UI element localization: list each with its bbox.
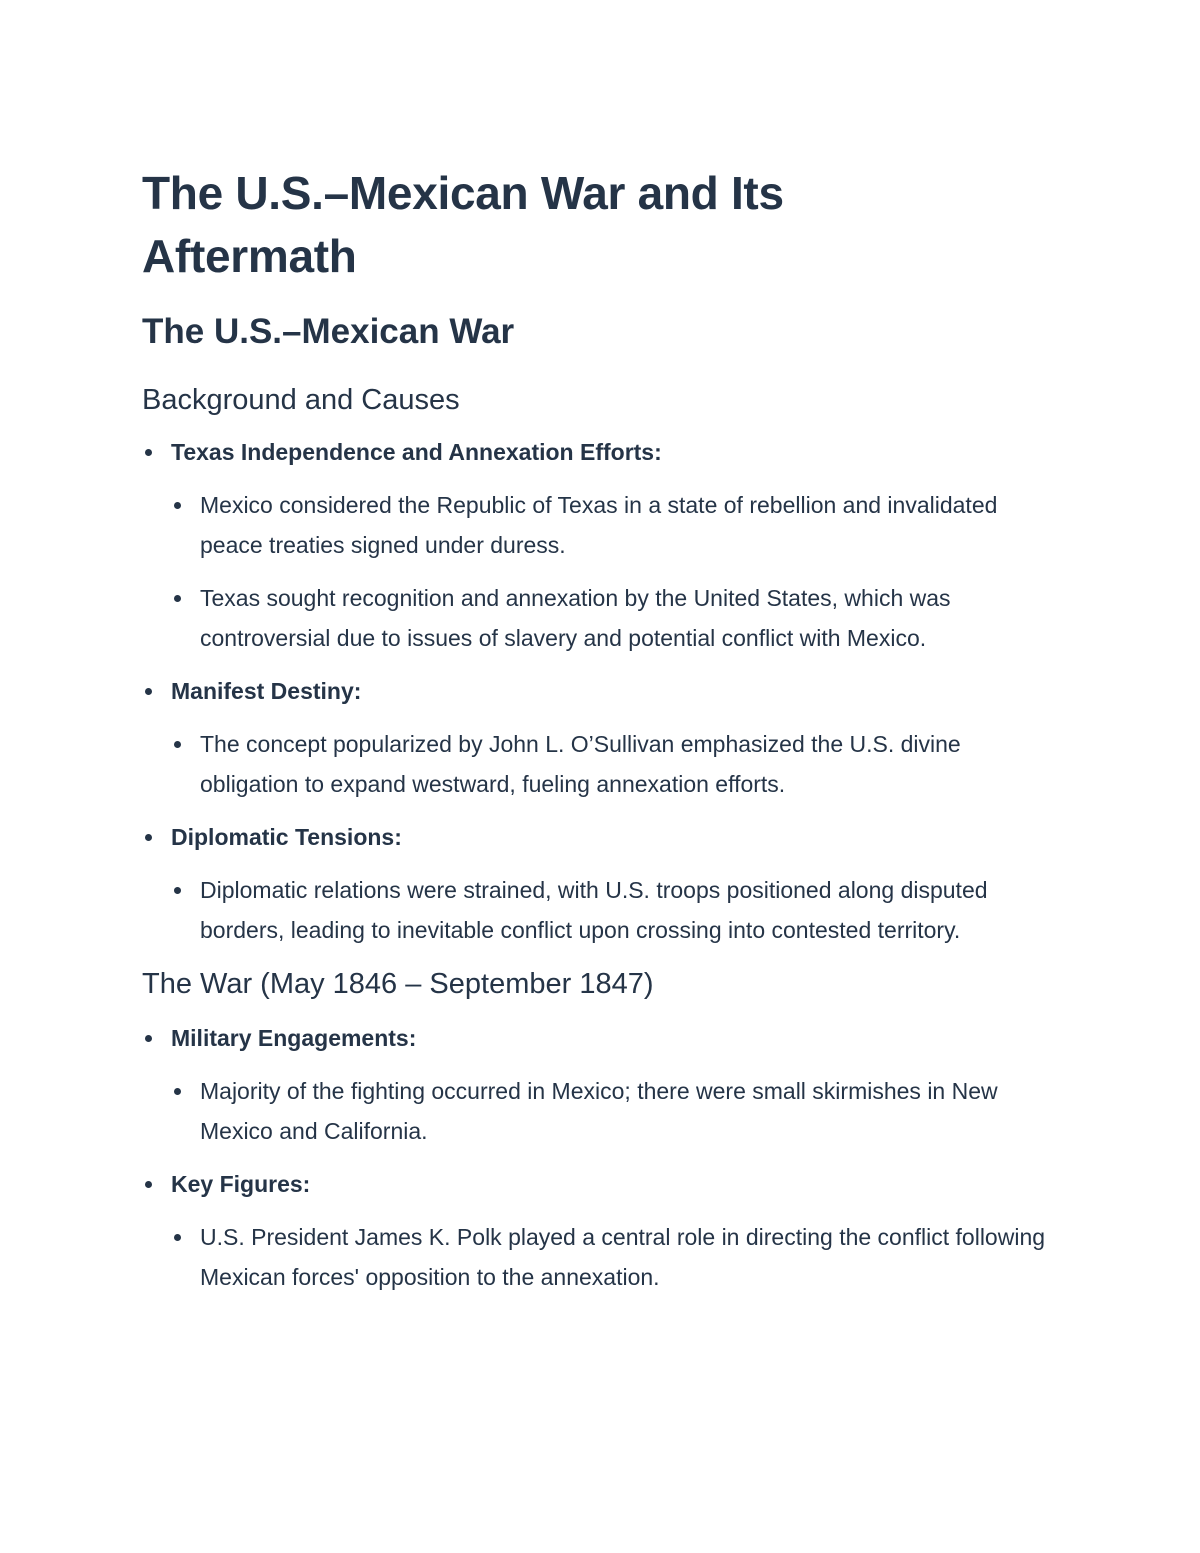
sub-list-item [171, 578, 1052, 658]
bullet-icon [174, 1234, 181, 1241]
background-list [142, 432, 1052, 950]
section-heading: The U.S.–Mexican War [142, 312, 515, 351]
list-item [142, 1018, 1052, 1151]
war-list [142, 1018, 1052, 1297]
sub-list-item [171, 870, 1052, 950]
list-item [142, 432, 1052, 658]
sub-list-item [171, 485, 1052, 565]
sub-list-item [171, 1071, 1052, 1151]
sub-list [171, 870, 1052, 950]
sub-list-item-text: Diplomatic relations were strained, with U.S. troops positioned along disputed borders, leading to inevitable conflict upon crossing into contested territory. [200, 877, 988, 943]
sub-list-item-text: Majority of the fighting occurred in Mexico; there were small skirmishes in New Mexico and California. [200, 1078, 998, 1144]
list-item-label: Military Engagements: [171, 1025, 417, 1051]
bullet-icon [174, 595, 181, 602]
list-item-label: Key Figures: [171, 1171, 311, 1197]
sub-list-item-text: U.S. President James K. Polk played a central role in directing the conflict following Mexican forces' opposition to the annexation. [200, 1224, 1046, 1290]
subsection-heading-war: The War (May 1846 – September 1847) [142, 968, 654, 1000]
sub-list [171, 724, 1052, 804]
sub-list-item [171, 724, 1052, 804]
sub-list-item-text: The concept popularized by John L. O’Sullivan emphasized the U.S. divine obligation to expand westward, fueling annexation efforts. [200, 731, 961, 797]
bullet-icon [174, 741, 181, 748]
list-item [142, 671, 1052, 804]
sub-list [171, 485, 1052, 658]
sub-list-item-text: Mexico considered the Republic of Texas in a state of rebellion and invalidated peace treaties signed under duress. [200, 492, 998, 558]
bullet-icon [145, 449, 152, 456]
sub-list-item-text: Texas sought recognition and annexation by the United States, which was controversial due to issues of slavery and potential conflict with Mexico. [200, 585, 951, 651]
sub-list [171, 1071, 1052, 1151]
bullet-icon [174, 1088, 181, 1095]
sub-list-item [171, 1217, 1052, 1297]
list-item-label: Texas Independence and Annexation Efforts: [171, 439, 662, 465]
subsection-heading-background: Background and Causes [142, 384, 460, 416]
bullet-icon [174, 502, 181, 509]
bullet-icon [145, 1035, 152, 1042]
bullet-icon [145, 1181, 152, 1188]
bullet-icon [145, 688, 152, 695]
page-title: The U.S.–Mexican War and Its Aftermath [142, 167, 784, 282]
list-item-label: Diplomatic Tensions: [171, 824, 402, 850]
bullet-icon [145, 834, 152, 841]
bullet-icon [174, 887, 181, 894]
list-item [142, 1164, 1052, 1297]
list-item-label: Manifest Destiny: [171, 678, 362, 704]
sub-list [171, 1217, 1052, 1297]
list-item [142, 817, 1052, 950]
document-page [142, 162, 1052, 1297]
